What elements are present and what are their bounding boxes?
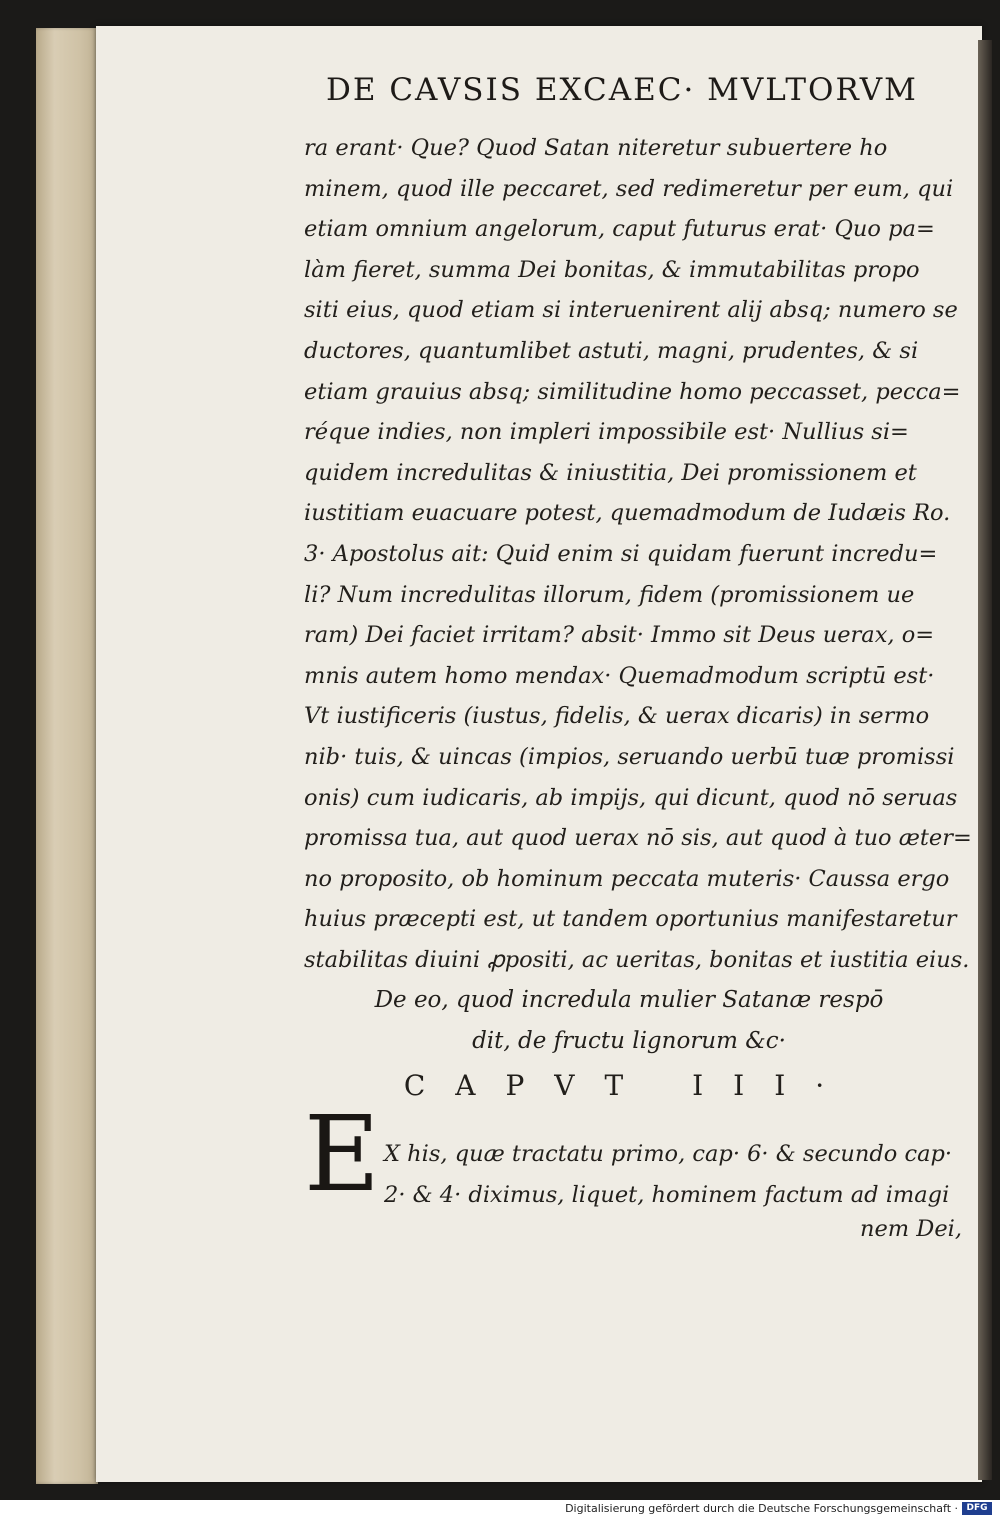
body-line: stabilitas diuini ꝓpositi, ac ueritas, bonitas et iustitia eius.	[304, 946, 970, 973]
drop-cap: E	[304, 1093, 380, 1215]
body-line: iustitiam euacuare potest, quemadmodum de Iudæis Ro.	[304, 500, 951, 527]
body-line: réque indies, non impleri impossibile est· Nullius si=	[304, 419, 909, 446]
body-line: li? Num incredulitas illorum, fidem (promissionem ue	[304, 581, 915, 608]
body-line: mnis autem homo mendax· Quemadmodum scriptū est·	[304, 662, 935, 689]
footer-bar	[0, 1500, 1000, 1518]
body-line: ductores, quantumlibet astuti, magni, prudentes, & si	[304, 337, 919, 364]
dfg-logo[interactable]: DFG	[962, 1502, 992, 1515]
body-line: promissa tua, aut quod uerax nō sis, aut quod à tuo æter=	[304, 825, 972, 852]
body-line: etiam omnium angelorum, caput futurus erat· Quo pa=	[304, 216, 935, 243]
body-line: onis) cum iudicaris, ab impijs, qui dicunt, quod nō seruas	[304, 784, 958, 811]
body-line: minem, quod ille peccaret, sed redimeretur per eum, qui	[304, 175, 954, 202]
body-line: etiam grauius absq; similitudine homo peccasset, pecca=	[304, 378, 961, 405]
body-line: Vt iustificeris (iustus, fidelis, & uerax dicaris) in sermo	[304, 703, 930, 730]
body-line: nib· tuis, & uincas (impios, seruando uerbū tuæ promissi	[304, 743, 955, 770]
chapter-title: CAPVT III·	[403, 1068, 855, 1102]
body-line: ram) Dei faciet irritam? absit· Immo sit Deus uerax, o=	[304, 622, 935, 649]
catchword: nem Dei,	[860, 1216, 962, 1242]
body-line: no proposito, ob hominum peccata muteris· Caussa ergo	[304, 865, 950, 892]
chapter-line: 2· & 4· diximus, liquet, hominem factum ad imagi	[384, 1181, 950, 1208]
chapter-line: X his, quæ tractatu primo, cap· 6· & secundo cap·	[384, 1141, 953, 1167]
section-heading-line: dit, de fructu lignorum &c·	[472, 1028, 786, 1055]
running-head: DE CAVSIS EXCAEC· MVLTORVM	[326, 72, 918, 108]
funding-credit: Digitalisierung gefördert durch die Deutsche Forschungsgemeinschaft ·	[565, 1502, 958, 1515]
book-right-edge	[978, 40, 992, 1480]
chapter-text	[384, 1134, 956, 1215]
body-line: huius præcepti est, ut tandem oportunius manifestaretur	[304, 906, 957, 933]
body-line: làm fieret, summa Dei bonitas, & immutabilitas propo	[304, 256, 920, 283]
body-line: quidem incredulitas & iniustitia, Dei promissionem et	[304, 459, 917, 486]
section-heading-line: De eo, quod incredula mulier Satanæ respō	[374, 987, 884, 1014]
body-line: siti eius, quod etiam si interuenirent alij absq; numero se	[304, 297, 958, 324]
book-left-edge	[36, 28, 98, 1484]
body-line: ra erant· Que? Quod Satan niteretur subuertere ho	[304, 135, 888, 161]
body-line: 3· Apostolus ait: Quid enim si quidam fuerunt incredu=	[304, 540, 938, 567]
body-text	[304, 128, 972, 1106]
